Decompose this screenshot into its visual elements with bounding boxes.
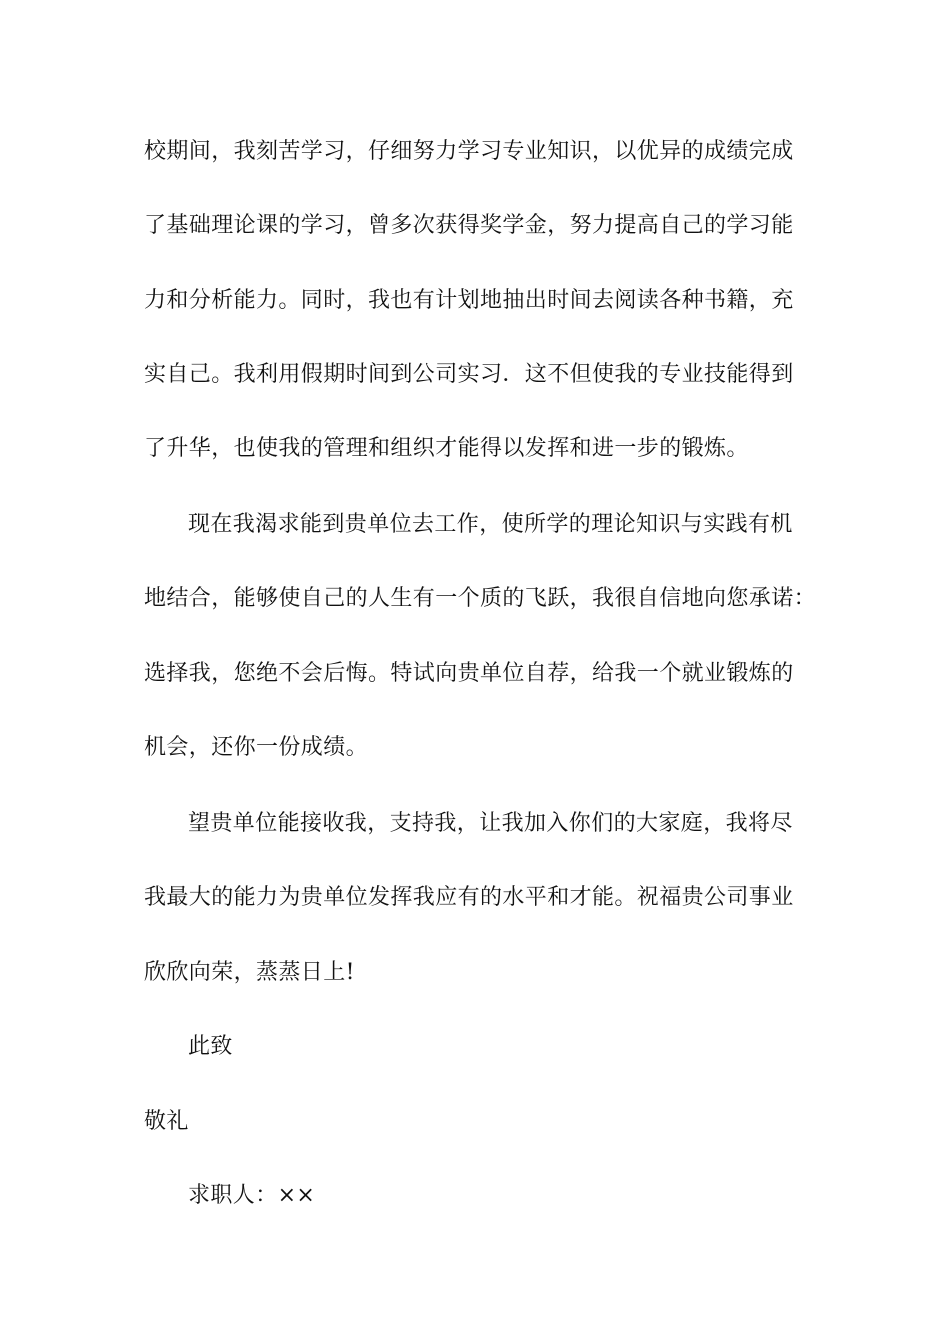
paragraph-line: 校期间，我刻苦学习，仔细努力学习专业知识，以优异的成绩完成 <box>144 139 794 164</box>
paragraph-line: 我最大的能力为贵单位发挥我应有的水平和才能。祝福贵公司事业 <box>144 885 794 910</box>
paragraph-line: 机会，还你一份成绩。 <box>144 735 369 760</box>
closing-salutation: 此致 <box>188 1034 233 1059</box>
paragraph-line: 力和分析能力。同时，我也有计划地抽出时间去阅读各种书籍，充 <box>144 288 794 313</box>
paragraph-line: 选择我，您绝不会后悔。特试向贵单位自荐，给我一个就业锻炼的 <box>144 661 794 686</box>
paragraph-line: 了基础理论课的学习，曾多次获得奖学金，努力提高自己的学习能 <box>144 213 794 238</box>
paragraph-line: 望贵单位能接收我，支持我，让我加入你们的大家庭，我将尽 <box>188 811 793 836</box>
paragraph-line: 现在我渴求能到贵单位去工作，使所学的理论知识与实践有机 <box>188 512 793 537</box>
paragraph-line: 实自己。我利用假期时间到公司实习．这不但使我的专业技能得到 <box>144 362 794 387</box>
closing-regards: 敬礼 <box>144 1109 189 1134</box>
paragraph-line: 欣欣向荣，蒸蒸日上! <box>144 960 355 985</box>
applicant-signature: 求职人：×× <box>188 1183 316 1208</box>
paragraph-line: 地结合，能够使自己的人生有一个质的飞跃，我很自信地向您承诺： <box>144 586 817 611</box>
paragraph-line: 了升华，也使我的管理和组织才能得以发挥和进一步的锻炼。 <box>144 436 749 461</box>
